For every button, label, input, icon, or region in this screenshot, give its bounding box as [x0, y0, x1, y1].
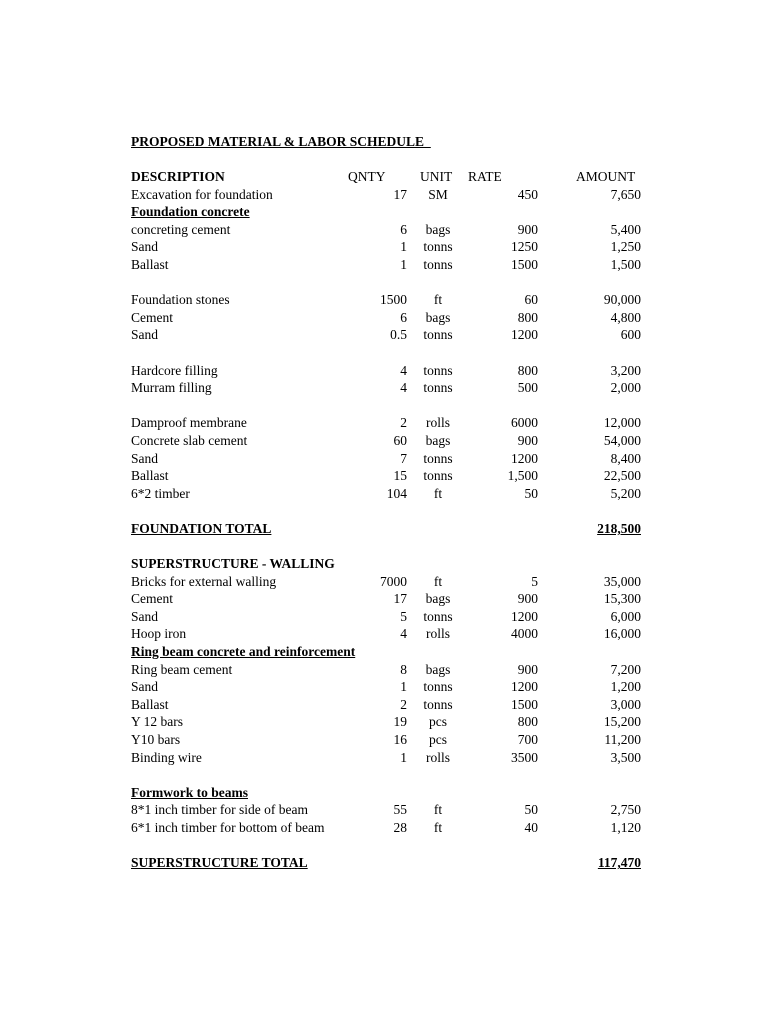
item-amount: 5,200: [610, 485, 641, 501]
total-row: [0, 520, 768, 538]
item-qnty: 1: [400, 239, 407, 255]
item-amount: 7,650: [610, 186, 641, 202]
table-row: [0, 678, 768, 696]
table-row: [0, 731, 768, 749]
table-row: [0, 485, 768, 503]
item-rate: 800: [517, 362, 538, 378]
table-row: [0, 713, 768, 731]
blank-row: [0, 537, 768, 555]
table-body: [0, 186, 768, 872]
item-amount: 1,200: [610, 679, 641, 695]
table-header-row: [0, 168, 768, 186]
item-amount: 3,000: [610, 696, 641, 712]
table-row: [0, 749, 768, 767]
table-row: [0, 238, 768, 256]
section-heading-row: [0, 784, 768, 802]
item-qnty: 4: [400, 362, 407, 378]
item-qnty: 1: [400, 256, 407, 272]
blank-row: [0, 397, 768, 415]
item-description: Y10 bars: [131, 732, 181, 747]
item-unit: bags: [425, 432, 451, 448]
item-unit: tonns: [423, 450, 453, 466]
item-description: Sand: [131, 327, 158, 343]
item-qnty: 104: [386, 485, 407, 501]
item-qnty: 17: [393, 186, 407, 202]
item-qnty: 5: [400, 608, 407, 624]
section-heading-row: [0, 203, 768, 221]
item-unit: tonns: [423, 679, 453, 695]
item-amount: 12,000: [603, 415, 641, 431]
item-rate: 1200: [511, 608, 538, 624]
section-heading: Ring beam concrete and reinforcement: [131, 644, 356, 660]
item-amount: 3,200: [610, 362, 641, 378]
item-amount: 11,200: [604, 732, 641, 747]
item-qnty: 6: [400, 309, 407, 325]
item-description: Sand: [131, 679, 158, 695]
item-unit: bags: [425, 661, 451, 677]
item-rate: 1200: [511, 450, 538, 466]
header-description: DESCRIPTION: [131, 169, 225, 184]
item-description: Ballast: [131, 256, 169, 272]
item-description: Ballast: [131, 468, 169, 484]
item-qnty: 1: [400, 679, 407, 695]
item-rate: 50: [524, 802, 538, 818]
item-unit: tonns: [423, 362, 453, 378]
header-amount: AMOUNT: [576, 169, 636, 184]
item-rate: 1250: [511, 239, 538, 255]
section-heading: Foundation concrete: [131, 204, 250, 220]
item-rate: 700: [517, 732, 538, 747]
item-rate: 1200: [511, 327, 538, 343]
item-unit: ft: [433, 819, 443, 835]
item-rate: 900: [517, 221, 538, 237]
item-rate: 5: [531, 573, 538, 589]
item-description: Ballast: [131, 696, 169, 712]
item-unit: tonns: [423, 256, 453, 272]
total-label: FOUNDATION TOTAL: [131, 520, 272, 536]
item-unit: pcs: [429, 732, 447, 747]
schedule-table: [0, 168, 768, 872]
item-unit: ft: [433, 573, 443, 589]
item-unit: SM: [428, 186, 448, 202]
table-row: [0, 625, 768, 643]
item-unit: tonns: [423, 380, 453, 396]
item-description: Ring beam cement: [131, 661, 233, 677]
table-row: [0, 221, 768, 239]
item-amount: 7,200: [610, 661, 641, 677]
item-amount: 5,400: [610, 221, 641, 237]
item-description: Cement: [131, 309, 173, 325]
item-description: Sand: [131, 450, 158, 466]
item-qnty: 16: [393, 732, 407, 747]
item-amount: 6,000: [610, 608, 641, 624]
item-unit: bags: [425, 309, 451, 325]
item-unit: tonns: [423, 468, 453, 484]
item-description: Hardcore filling: [131, 362, 218, 378]
item-amount: 4,800: [610, 309, 641, 325]
item-description: Murram filling: [131, 380, 212, 396]
item-amount: 16,000: [603, 626, 641, 642]
item-amount: 1,120: [610, 819, 641, 835]
item-amount: 3,500: [610, 749, 641, 765]
blank-row: [0, 274, 768, 292]
blank-row: [0, 502, 768, 520]
item-unit: bags: [425, 221, 451, 237]
item-qnty: 7: [400, 450, 407, 466]
item-qnty: 2: [400, 415, 407, 431]
item-description: Sand: [131, 608, 158, 624]
item-rate: 1200: [511, 679, 538, 695]
table-row: [0, 450, 768, 468]
group-heading: SUPERSTRUCTURE - WALLING: [131, 556, 335, 572]
item-qnty: 19: [393, 714, 407, 730]
table-row: [0, 362, 768, 380]
table-row: [0, 414, 768, 432]
item-amount: 35,000: [603, 573, 641, 589]
table-row: [0, 801, 768, 819]
table-row: [0, 432, 768, 450]
item-qnty: 2: [400, 696, 407, 712]
item-unit: ft: [433, 292, 443, 308]
table-row: [0, 819, 768, 837]
item-description: Y 12 bars: [131, 714, 183, 730]
table-row: [0, 256, 768, 274]
item-rate: 3500: [511, 749, 538, 765]
header-unit: UNIT: [420, 169, 453, 184]
table-row: [0, 291, 768, 309]
item-rate: 4000: [511, 626, 538, 642]
item-rate: 40: [524, 819, 538, 835]
total-amount: 218,500: [597, 520, 641, 536]
item-description: concreting cement: [131, 221, 231, 237]
item-unit: tonns: [423, 327, 453, 343]
item-unit: tonns: [423, 608, 453, 624]
table-row: [0, 573, 768, 591]
item-unit: rolls: [425, 415, 450, 431]
schedule-title: PROPOSED MATERIAL & LABOR SCHEDULE: [131, 134, 431, 149]
item-qnty: 7000: [380, 573, 407, 589]
item-qnty: 1: [400, 749, 407, 765]
item-description: 6*2 timber: [131, 485, 190, 501]
item-rate: 1500: [511, 696, 538, 712]
group-heading-row: [0, 555, 768, 573]
item-unit: tonns: [423, 239, 453, 255]
table-row: [0, 379, 768, 397]
item-rate: 900: [517, 432, 538, 448]
blank-row: [0, 344, 768, 362]
item-amount: 15,200: [603, 714, 641, 730]
item-qnty: 28: [393, 819, 407, 835]
item-description: Damproof membrane: [131, 415, 247, 431]
header-qnty: QNTY: [348, 169, 386, 184]
item-description: Cement: [131, 591, 173, 607]
table-row: [0, 608, 768, 626]
item-rate: 900: [517, 661, 538, 677]
item-unit: rolls: [425, 626, 450, 642]
item-amount: 2,750: [610, 802, 641, 818]
item-qnty: 4: [400, 626, 407, 642]
item-qnty: 60: [393, 432, 407, 448]
item-description: Bricks for external walling: [131, 573, 277, 589]
item-rate: 800: [517, 714, 538, 730]
item-rate: 900: [517, 591, 538, 607]
table-row: [0, 309, 768, 327]
item-qnty: 6: [400, 221, 407, 237]
item-amount: 90,000: [603, 292, 641, 308]
item-description: Foundation stones: [131, 292, 230, 308]
total-amount: 117,470: [597, 855, 641, 871]
item-description: Excavation for foundation: [131, 186, 273, 202]
item-rate: 1,500: [507, 468, 538, 484]
item-rate: 50: [524, 485, 538, 501]
item-amount: 1,250: [610, 239, 641, 255]
item-description: 6*1 inch timber for bottom of beam: [131, 819, 325, 835]
item-unit: rolls: [425, 749, 450, 765]
item-rate: 450: [517, 186, 538, 202]
total-row: [0, 854, 768, 872]
item-rate: 60: [524, 292, 538, 308]
blank-row: [0, 766, 768, 784]
item-description: Hoop iron: [131, 626, 187, 642]
item-amount: 1,500: [610, 256, 641, 272]
item-qnty: 4: [400, 380, 407, 396]
section-heading: Formwork to beams: [131, 784, 248, 800]
item-unit: tonns: [423, 696, 453, 712]
table-row: [0, 590, 768, 608]
blank-row: [0, 837, 768, 855]
table-row: [0, 696, 768, 714]
item-rate: 1500: [511, 256, 538, 272]
item-amount: 8,400: [610, 450, 641, 466]
item-amount: 22,500: [603, 468, 641, 484]
item-qnty: 8: [400, 661, 407, 677]
item-unit: bags: [425, 591, 451, 607]
item-description: 8*1 inch timber for side of beam: [131, 802, 308, 818]
header-rate: RATE: [468, 169, 502, 184]
item-amount: 600: [620, 327, 641, 343]
item-qnty: 15: [393, 468, 407, 484]
table-row: [0, 186, 768, 204]
item-description: Sand: [131, 239, 158, 255]
item-qnty: 1500: [380, 292, 407, 308]
total-label: SUPERSTRUCTURE TOTAL: [131, 855, 308, 871]
item-rate: 500: [517, 380, 538, 396]
table-row: [0, 467, 768, 485]
item-rate: 800: [517, 309, 538, 325]
item-unit: ft: [433, 802, 443, 818]
item-qnty: 55: [393, 802, 407, 818]
item-amount: 15,300: [603, 591, 641, 607]
item-description: Binding wire: [131, 749, 202, 765]
table-row: [0, 326, 768, 344]
item-amount: 2,000: [610, 380, 641, 396]
item-rate: 6000: [511, 415, 538, 431]
item-description: Concrete slab cement: [131, 432, 248, 448]
section-heading-row: [0, 643, 768, 661]
table-row: [0, 661, 768, 679]
item-unit: ft: [433, 485, 443, 501]
item-qnty: 0.5: [390, 327, 407, 343]
item-qnty: 17: [393, 591, 407, 607]
item-unit: pcs: [429, 714, 447, 730]
item-amount: 54,000: [603, 432, 641, 448]
